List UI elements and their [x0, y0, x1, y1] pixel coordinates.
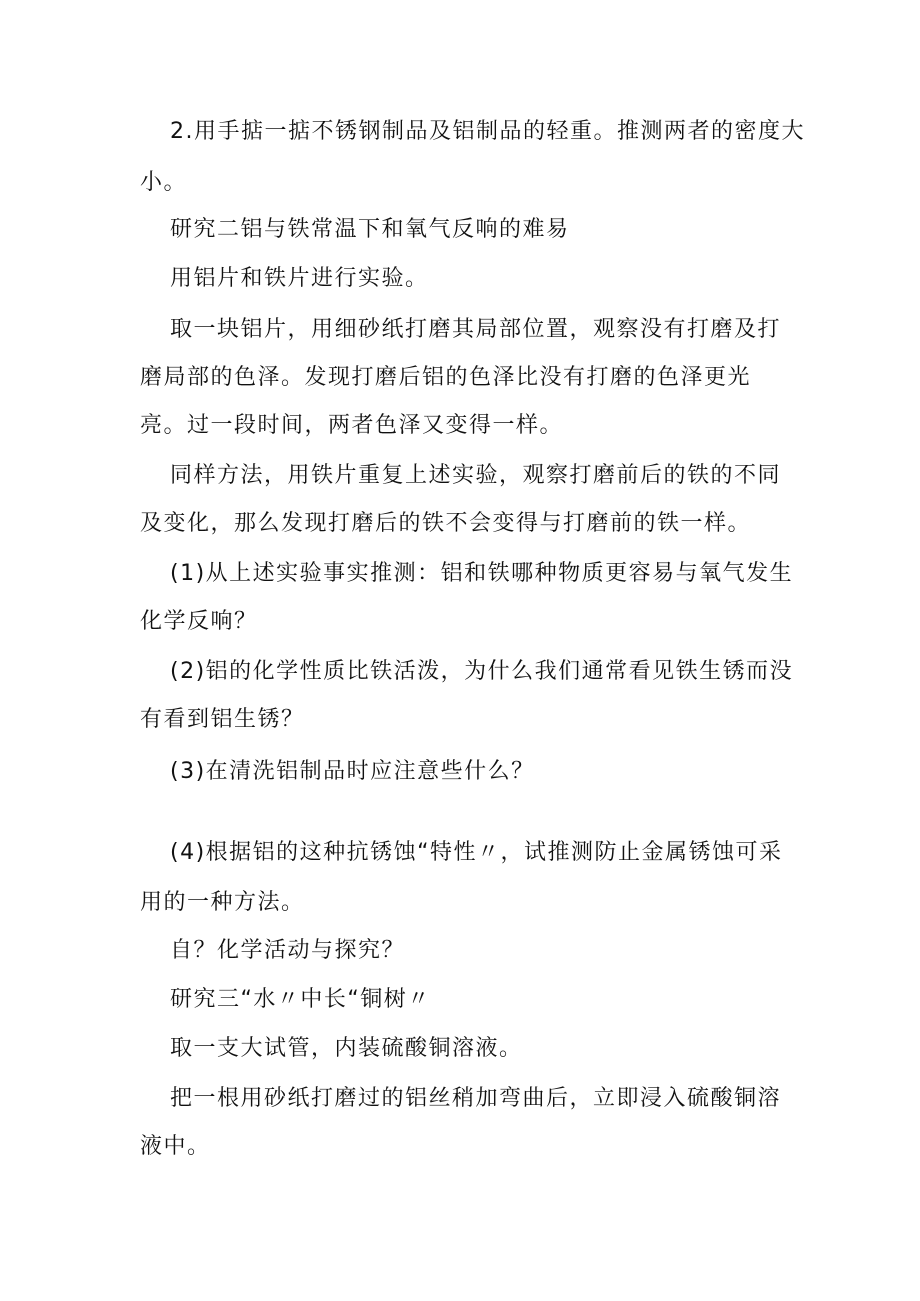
question-line: (1)从上述实验事实推测：铝和铁哪种物质更容易与氧气发生 — [170, 561, 794, 586]
paragraph-line: 用铝片和铁片进行实验。 — [170, 266, 429, 291]
question-line: 有看到铝生锈？ — [140, 707, 305, 732]
question-line: (4)根据铝的这种抗锈蚀“特性〃，试推测防止金属锈蚀可采 — [170, 840, 783, 865]
paragraph-line: 2.用手掂一掂不锈钢制品及铝制品的轻重。推测两者的密度大 — [170, 119, 805, 144]
question-line: (3)在清洗铝制品时应注意些什么？ — [170, 759, 535, 784]
question-line: 化学反响？ — [140, 609, 258, 634]
paragraph-line: 取一块铝片，用细砂纸打磨其局部位置，观察没有打磨及打 — [170, 317, 782, 342]
paragraph-line: 把一根用砂纸打磨过的铝丝稍加弯曲后，立即浸入硫酸铜溶 — [170, 1086, 782, 1111]
paragraph-line: 小。 — [140, 170, 188, 195]
question-line: 用的一种方法。 — [140, 890, 305, 915]
paragraph-line: 磨局部的色泽。发现打磨后铝的色泽比没有打磨的色泽更光 — [140, 365, 752, 390]
question-line: (2)铝的化学性质比铁活泼，为什么我们通常看见铁生锈而没 — [170, 659, 794, 684]
paragraph-line: 液中。 — [140, 1134, 211, 1159]
paragraph-line: 取一支大试管，内装硫酸铜溶液。 — [170, 1036, 523, 1061]
section-heading: 研究三“水〃中长“铜树〃 — [170, 987, 431, 1012]
paragraph-line: 同样方法，用铁片重复上述实验，观察打磨前后的铁的不同 — [170, 463, 782, 488]
section-heading: 研究二铝与铁常温下和氧气反响的难易 — [170, 217, 570, 242]
paragraph-line: 亮。过一段时间，两者色泽又变得一样。 — [140, 413, 564, 438]
section-heading: 自？化学活动与探究？ — [170, 938, 406, 963]
paragraph-line: 及变化，那么发现打磨后的铁不会变得与打磨前的铁一样。 — [140, 511, 752, 536]
